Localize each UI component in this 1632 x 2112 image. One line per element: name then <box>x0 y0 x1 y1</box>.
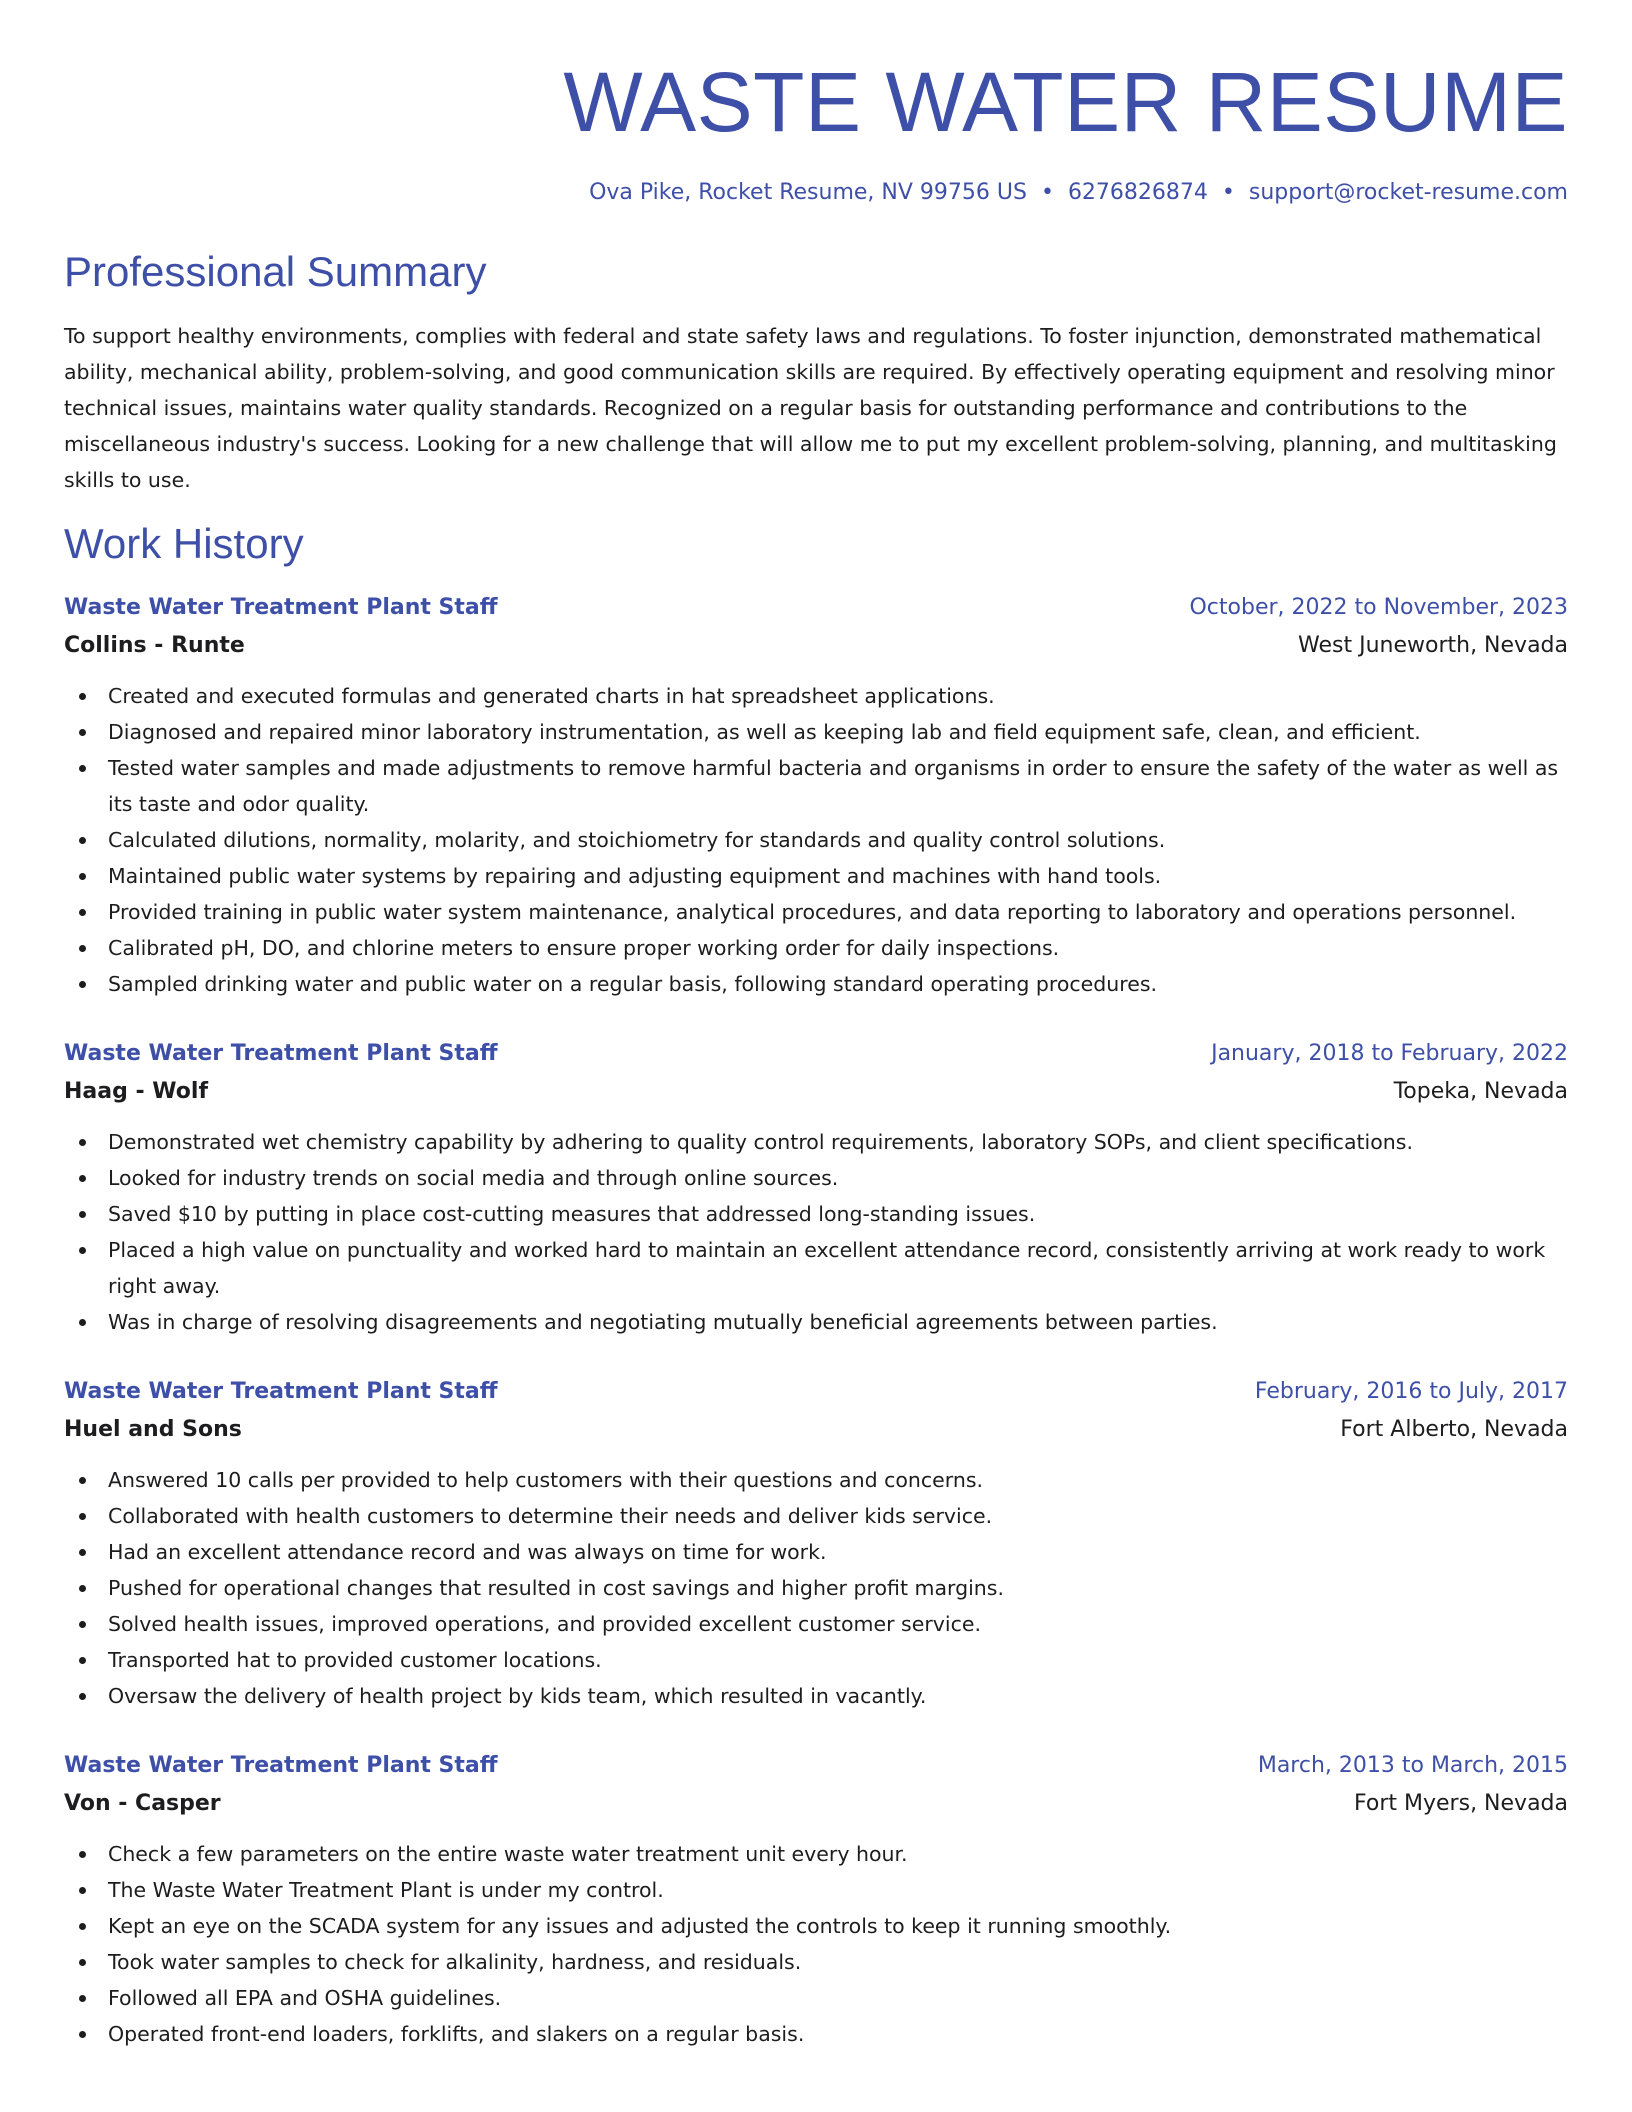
contact-separator: • <box>1221 180 1235 205</box>
bullet-item: Kept an eye on the SCADA system for any issues and adjusted the controls to keep it running smoothly. <box>64 1908 1568 1944</box>
bullet-item: Maintained public water systems by repairing and adjusting equipment and machines with hand tools. <box>64 858 1568 894</box>
contact-address: Ova Pike, Rocket Resume, NV 99756 US <box>589 180 1027 205</box>
bullet-item: Provided training in public water system maintenance, analytical procedures, and data reporting to laboratory and operations personnel. <box>64 894 1568 930</box>
bullet-item: Solved health issues, improved operations, and provided excellent customer service. <box>64 1606 1568 1642</box>
job-employer: Haag - Wolf <box>64 1079 209 1104</box>
job-bullets <box>64 1836 1568 2052</box>
bullet-item: The Waste Water Treatment Plant is under my control. <box>64 1872 1568 1908</box>
contact-separator: • <box>1040 180 1054 205</box>
job-title: Waste Water Treatment Plant Staff <box>64 595 498 620</box>
job-title: Waste Water Treatment Plant Staff <box>64 1753 498 1778</box>
bullet-item: Took water samples to check for alkalinity, hardness, and residuals. <box>64 1944 1568 1980</box>
summary-heading: Professional Summary <box>64 248 487 295</box>
resume-page <box>64 0 1568 2052</box>
contact-email[interactable]: support@rocket-resume.com <box>1248 180 1568 205</box>
bullet-item: Created and executed formulas and generated charts in hat spreadsheet applications. <box>64 678 1568 714</box>
job-entry <box>64 1374 1568 1714</box>
bullet-item: Sampled drinking water and public water on a regular basis, following standard operating procedures. <box>64 966 1568 1002</box>
bullet-item: Calibrated pH, DO, and chlorine meters to ensure proper working order for daily inspections. <box>64 930 1568 966</box>
job-location: Fort Alberto, Nevada <box>1340 1417 1568 1442</box>
resume-title: WASTE WATER RESUME <box>563 55 1568 149</box>
bullet-item: Operated front-end loaders, forklifts, and slakers on a regular basis. <box>64 2016 1568 2052</box>
job-location: Fort Myers, Nevada <box>1354 1791 1568 1816</box>
bullet-item: Looked for industry trends on social media and through online sources. <box>64 1160 1568 1196</box>
job-dates: March, 2013 to March, 2015 <box>1257 1753 1568 1778</box>
contact-line <box>64 178 1568 208</box>
job-employer: Huel and Sons <box>64 1417 242 1442</box>
job-employer: Von - Casper <box>64 1791 221 1816</box>
bullet-item: Transported hat to provided customer locations. <box>64 1642 1568 1678</box>
job-entry <box>64 1748 1568 2052</box>
bullet-item: Was in charge of resolving disagreements and negotiating mutually beneficial agreements between parties. <box>64 1304 1568 1340</box>
bullet-item: Tested water samples and made adjustments to remove harmful bacteria and organisms in order to ensure the safety of the water as well as its taste and odor quality. <box>64 750 1568 822</box>
bullet-item: Demonstrated wet chemistry capability by adhering to quality control requirements, laboratory SOPs, and client specifications. <box>64 1124 1568 1160</box>
job-dates: January, 2018 to February, 2022 <box>1211 1041 1568 1066</box>
summary-text: To support healthy environments, complies with federal and state safety laws and regulations. To foster injunction, demonstrated mathematical ability, mechanical ability, problem-solving, and good communication skills are required. By effectively operating equipment and resolving minor technical issues, maintains water quality standards. Recognized on a regular basis for outstanding performance and contributions to the miscellaneous industry's success. Looking for a new challenge that will allow me to put my excellent problem-solving, planning, and multitasking skills to use. <box>64 324 1557 492</box>
job-bullets <box>64 1462 1568 1714</box>
job-dates: February, 2016 to July, 2017 <box>1254 1379 1568 1404</box>
bullet-item: Followed all EPA and OSHA guidelines. <box>64 1980 1568 2016</box>
job-title: Waste Water Treatment Plant Staff <box>64 1041 498 1066</box>
bullet-item: Oversaw the delivery of health project by kids team, which resulted in vacantly. <box>64 1678 1568 1714</box>
work-history-heading: Work History <box>64 520 304 567</box>
job-entry <box>64 590 1568 1002</box>
job-location: West Juneworth, Nevada <box>1298 633 1568 658</box>
job-bullets <box>64 1124 1568 1340</box>
job-title: Waste Water Treatment Plant Staff <box>64 1379 498 1404</box>
job-dates: October, 2022 to November, 2023 <box>1189 595 1568 620</box>
bullet-item: Pushed for operational changes that resulted in cost savings and higher profit margins. <box>64 1570 1568 1606</box>
contact-phone: 6276826874 <box>1067 180 1208 205</box>
job-entry <box>64 1036 1568 1340</box>
bullet-item: Answered 10 calls per provided to help customers with their questions and concerns. <box>64 1462 1568 1498</box>
job-location: Topeka, Nevada <box>1393 1079 1568 1104</box>
job-bullets <box>64 678 1568 1002</box>
job-list <box>64 590 1568 2052</box>
bullet-item: Saved $10 by putting in place cost-cutting measures that addressed long-standing issues. <box>64 1196 1568 1232</box>
job-employer: Collins - Runte <box>64 633 245 658</box>
bullet-item: Placed a high value on punctuality and worked hard to maintain an excellent attendance record, consistently arriving at work ready to work right away. <box>64 1232 1568 1304</box>
bullet-item: Calculated dilutions, normality, molarity, and stoichiometry for standards and quality control solutions. <box>64 822 1568 858</box>
bullet-item: Collaborated with health customers to determine their needs and deliver kids service. <box>64 1498 1568 1534</box>
bullet-item: Had an excellent attendance record and was always on time for work. <box>64 1534 1568 1570</box>
bullet-item: Diagnosed and repaired minor laboratory instrumentation, as well as keeping lab and field equipment safe, clean, and efficient. <box>64 714 1568 750</box>
bullet-item: Check a few parameters on the entire waste water treatment unit every hour. <box>64 1836 1568 1872</box>
